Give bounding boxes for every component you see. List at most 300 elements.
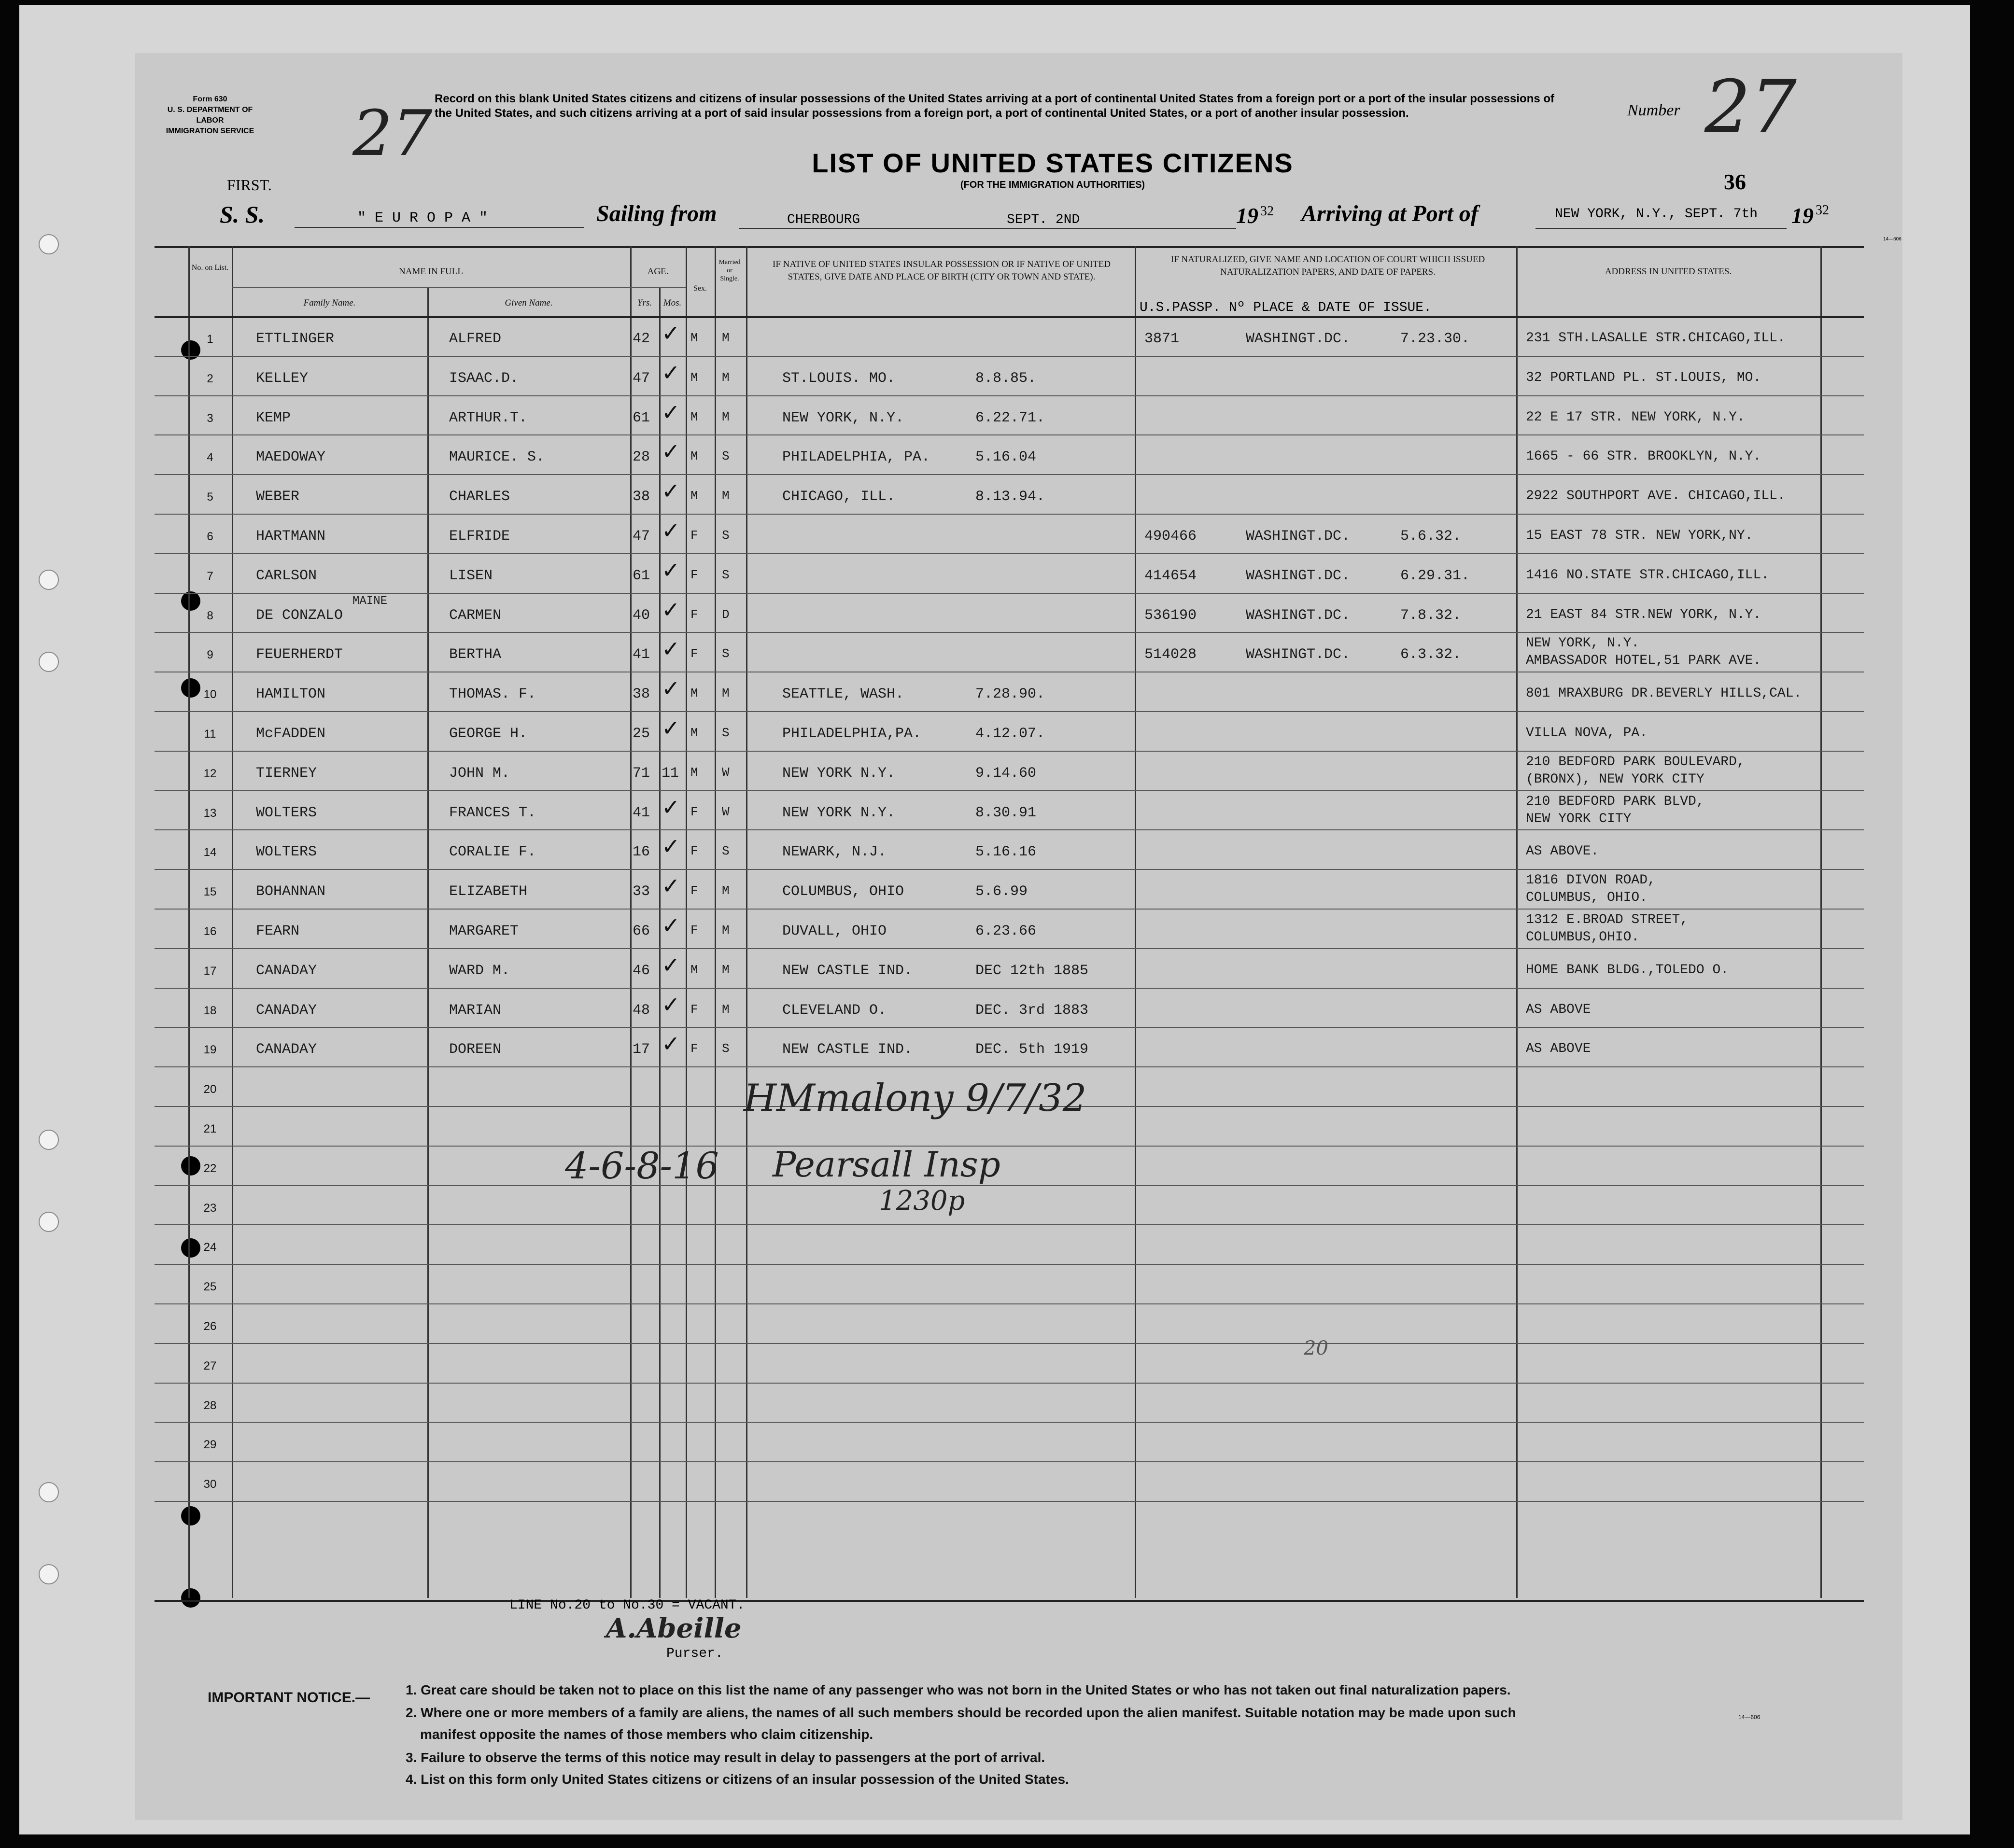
form-agency (162, 94, 258, 137)
binder-hole (39, 1212, 59, 1232)
age-months: 11 (662, 765, 679, 782)
family-name: ETTLINGER (256, 331, 335, 347)
marital-status: M (722, 686, 730, 701)
age-years: 41 (633, 804, 650, 821)
check-mark: ✓ (662, 399, 680, 425)
sailing-label: Sailing from (596, 201, 717, 226)
birth-place: NEW CASTLE IND. (782, 1041, 913, 1058)
manifest-form (135, 53, 1902, 1820)
address-line-2: COLUMBUS, OHIO. (1526, 890, 1648, 906)
passport-number: 514028 (1144, 646, 1197, 663)
passport-date: 7.23.30. (1400, 331, 1470, 347)
birth-date: 5.16.16 (975, 844, 1037, 861)
row-number: 30 (203, 1478, 217, 1491)
marital-status: M (722, 370, 730, 385)
form-number: Form 630 (193, 95, 227, 103)
marital-status: S (722, 528, 730, 543)
printer-code: 14—606 (1883, 237, 1901, 242)
sex: F (690, 607, 698, 622)
birth-place: CHICAGO, ILL. (782, 489, 896, 505)
header-married: Married or Single. (718, 259, 741, 282)
family-name: TIERNEY (256, 765, 317, 782)
row-number: 9 (207, 648, 213, 662)
family-name: WOLTERS (256, 804, 317, 821)
header-given-name: Given Name. (505, 298, 553, 308)
given-name: GEORGE H. (449, 726, 528, 742)
row-rule (155, 593, 1864, 594)
check-mark: ✓ (662, 873, 680, 899)
page-number: 36 (1724, 169, 1746, 194)
header-family-name: Family Name. (303, 298, 356, 308)
row-number: 10 (203, 688, 217, 701)
row-rule (155, 829, 1864, 830)
sex: F (690, 844, 698, 859)
col-divider (630, 246, 632, 1598)
address: AS ABOVE. (1526, 844, 1599, 859)
age-years: 71 (633, 765, 650, 782)
row-rule (155, 948, 1864, 949)
row-rule (155, 1303, 1864, 1304)
passport-number: 3871 (1144, 331, 1180, 347)
row-number: 16 (203, 925, 217, 938)
row-number: 28 (203, 1399, 217, 1412)
given-name: BERTHA (449, 646, 502, 663)
col-divider (188, 246, 190, 1598)
address: 21 EAST 84 STR.NEW YORK, N.Y. (1526, 607, 1761, 622)
given-name: FRANCES T. (449, 804, 536, 821)
passport-date: 6.3.32. (1400, 646, 1462, 663)
check-mark: ✓ (662, 675, 680, 702)
ship-underline (295, 227, 584, 228)
row-number: 23 (203, 1201, 217, 1215)
col-divider (232, 246, 233, 1598)
sex: F (690, 923, 698, 938)
birth-place: DUVALL, OHIO (782, 923, 887, 939)
marital-status: W (722, 765, 730, 780)
row-rule (155, 1343, 1864, 1344)
age-years: 16 (633, 844, 650, 861)
row-rule (155, 869, 1864, 870)
footer-code: 14—606 (1738, 1714, 1760, 1721)
given-name: MAURICE. S. (449, 449, 545, 466)
row-number: 26 (203, 1320, 217, 1333)
check-mark: ✓ (662, 715, 680, 741)
sailing-date: SEPT. 2ND (1007, 212, 1080, 227)
birth-date: 8.8.85. (975, 370, 1037, 387)
first-label: FIRST. (227, 176, 272, 194)
col-divider (427, 287, 429, 1598)
sex: F (690, 883, 698, 898)
header-address: ADDRESS IN UNITED STATES. (1605, 266, 1732, 277)
marital-status: M (722, 1002, 730, 1017)
birth-place: PHILADELPHIA, PA. (782, 449, 930, 466)
check-mark: ✓ (662, 596, 680, 623)
row-rule (155, 1066, 1864, 1067)
age-years: 41 (633, 646, 650, 663)
row-number: 27 (203, 1359, 217, 1372)
age-years: 61 (633, 409, 650, 426)
form-instruction: Record on this blank United States citizens and citizens of insular possessions of the United States arriving at a port of continental United States from a foreign port or a port of the insular possessions of the United States, and such citizens arriving at a port of said insular possessions from a foreign port, a port of continental United States, or a port of another insular possession. (435, 92, 1555, 120)
row-rule (155, 988, 1864, 989)
given-name: DOREEN (449, 1041, 502, 1058)
row-rule (155, 1224, 1864, 1225)
tally-note: 4-6-8-16 (565, 1144, 719, 1187)
marital-status: S (722, 567, 730, 582)
passport-number: 536190 (1144, 607, 1197, 624)
address-line-1: 210 BEDFORD PARK BLVD, (1526, 794, 1704, 809)
row-number: 19 (203, 1043, 217, 1057)
birth-date: 4.12.07. (975, 726, 1045, 742)
address: 2922 SOUTHPORT AVE. CHICAGO,ILL. (1526, 489, 1786, 504)
purser-label: Purser. (666, 1646, 723, 1661)
family-name: MAEDOWAY (256, 449, 326, 466)
marital-status: W (722, 804, 730, 819)
row-number: 13 (203, 806, 217, 820)
marital-status: S (722, 726, 730, 740)
sex: M (690, 331, 698, 345)
sex: M (690, 409, 698, 424)
sex: M (690, 962, 698, 977)
header-years: Yrs. (637, 298, 652, 308)
age-years: 40 (633, 607, 650, 624)
row-number: 25 (203, 1280, 217, 1294)
age-years: 48 (633, 1002, 650, 1019)
row-number: 22 (203, 1162, 217, 1175)
address-line-1: 1312 E.BROAD STREET, (1526, 912, 1689, 927)
col-divider (1135, 246, 1136, 1598)
arrival-year-prefix: 19 (1791, 203, 1814, 228)
address: 22 E 17 STR. NEW YORK, N.Y. (1526, 409, 1745, 425)
marital-status: D (722, 607, 730, 622)
header-sex: Sex. (693, 284, 707, 293)
col-divider (1516, 246, 1518, 1598)
row-rule (155, 1146, 1864, 1147)
passport-place: WASHINGT.DC. (1246, 528, 1351, 545)
row-rule (155, 1461, 1864, 1462)
marital-status: S (722, 449, 730, 464)
check-mark: ✓ (662, 320, 680, 346)
notice-2-cont: manifest opposite the names of those members who claim citizenship. (420, 1727, 873, 1742)
notice-1: 1. Great care should be taken not to place on this list the name of any passenger who was not born in the United States or who has not taken out final naturalization papers. (406, 1682, 1511, 1697)
passport-place: WASHINGT.DC. (1246, 331, 1351, 347)
family-name: WEBER (256, 489, 300, 505)
birth-place: NEW CASTLE IND. (782, 962, 913, 979)
given-name: ALFRED (449, 331, 502, 347)
row-rule (155, 1501, 1864, 1502)
check-mark: ✓ (662, 359, 680, 386)
col-divider (1820, 246, 1822, 1598)
row-rule (155, 711, 1864, 712)
col-divider (659, 287, 661, 1598)
sex: F (690, 1041, 698, 1056)
sex: F (690, 528, 698, 543)
col-divider (715, 246, 716, 1598)
check-mark: ✓ (662, 636, 680, 662)
birth-place: NEW YORK, N.Y. (782, 409, 904, 426)
stray-mark: 20 (1304, 1337, 1328, 1359)
check-mark: ✓ (662, 518, 680, 544)
given-name: ARTHUR.T. (449, 409, 528, 426)
sex: F (690, 804, 698, 819)
address: 32 PORTLAND PL. ST.LOUIS, MO. (1526, 370, 1761, 385)
sex: F (690, 1002, 698, 1017)
row-number: 17 (203, 964, 217, 978)
age-years: 38 (633, 489, 650, 505)
given-name: ISAAC.D. (449, 370, 519, 387)
birth-date: 9.14.60 (975, 765, 1037, 782)
age-years: 25 (633, 726, 650, 742)
arrival-port: NEW YORK, N.Y., SEPT. 7th (1555, 207, 1758, 222)
form-subtitle: (FOR THE IMMIGRATION AUTHORITIES) (960, 180, 1145, 190)
sex: M (690, 686, 698, 701)
family-name: WOLTERS (256, 844, 317, 861)
passport-place: WASHINGT.DC. (1246, 567, 1351, 584)
marital-status: S (722, 646, 730, 661)
row-number: 11 (204, 728, 216, 741)
birth-date: DEC 12th 1885 (975, 962, 1089, 979)
passport-place: WASHINGT.DC. (1246, 646, 1351, 663)
binder-hole (39, 1130, 59, 1150)
family-name: McFADDEN (256, 726, 326, 742)
header-birth: IF NATIVE OF UNITED STATES INSULAR POSSESSION OR IF NATIVE OF UNITED STATES, GIVE DATE AND PLACE OF BIRTH (CITY OR TOWN AND STATE). (773, 259, 1111, 282)
check-mark: ✓ (662, 557, 680, 583)
birth-place: NEW YORK N.Y. (782, 804, 896, 821)
family-name: CANADAY (256, 1002, 317, 1019)
given-name: JOHN M. (449, 765, 510, 782)
age-years: 47 (633, 528, 650, 545)
marital-status: M (722, 883, 730, 898)
family-name: DE CONZALO (256, 607, 343, 624)
col-divider (686, 246, 687, 1598)
family-name: CANADAY (256, 1041, 317, 1058)
check-mark: ✓ (662, 952, 680, 978)
header-name-in-full: NAME IN FULL (399, 266, 463, 277)
binder-hole (39, 1482, 59, 1502)
header-divider (232, 287, 686, 288)
inspector-note: Pearsall Insp (773, 1144, 1000, 1185)
age-years: 46 (633, 962, 650, 979)
given-name: MARGARET (449, 923, 519, 939)
row-rule (155, 1185, 1864, 1186)
marital-status: M (722, 923, 730, 938)
family-name: HAMILTON (256, 686, 326, 703)
passport-date: 7.8.32. (1400, 607, 1462, 624)
row-rule (155, 514, 1864, 515)
address: AS ABOVE (1526, 1041, 1591, 1057)
birth-place: SEATTLE, WASH. (782, 686, 904, 703)
arriving-label: Arriving at Port of (1301, 201, 1479, 226)
passport-date: 5.6.32. (1400, 528, 1462, 545)
given-name: MARIAN (449, 1002, 502, 1019)
row-rule (155, 790, 1864, 791)
purser-signature: A.Abeille (606, 1612, 742, 1644)
address-line-2: (BRONX), NEW YORK CITY (1526, 771, 1704, 787)
given-name: ELIZABETH (449, 883, 528, 900)
age-years: 42 (633, 331, 650, 347)
row-rule (155, 474, 1864, 475)
birth-place: NEWARK, N.J. (782, 844, 887, 861)
passport-place: WASHINGT.DC. (1246, 607, 1351, 624)
header-naturalized: IF NATURALIZED, GIVE NAME AND LOCATION OF COURT WHICH ISSUED NATURALIZATION PAPERS, AND DATE OF PAPERS. (1170, 254, 1485, 277)
age-years: 61 (633, 567, 650, 584)
given-name: CORALIE F. (449, 844, 536, 861)
vacant-line-note: LINE No.20 to No.30 = VACANT. (509, 1598, 745, 1613)
marital-status: M (722, 331, 730, 345)
row-rule (155, 356, 1864, 357)
row-rule (155, 553, 1864, 554)
row-number: 1 (207, 333, 213, 346)
age-years: 28 (633, 449, 650, 466)
address-line-1: 210 BEDFORD PARK BOULEVARD, (1526, 754, 1745, 770)
sex: M (690, 726, 698, 740)
passport-number: 414654 (1144, 567, 1197, 584)
inspector-signature: HMmalony 9/7/32 (744, 1077, 1087, 1120)
marital-status: M (722, 409, 730, 424)
marital-status: S (722, 844, 730, 859)
notice-3: 3. Failure to observe the terms of this notice may result in delay to passengers at the port of arrival. (406, 1750, 1045, 1765)
age-years: 33 (633, 883, 650, 900)
row-number: 18 (203, 1004, 217, 1017)
address-line-1: NEW YORK, N.Y. (1526, 636, 1640, 651)
number-label: Number (1627, 101, 1680, 119)
sailing-underline (739, 228, 1236, 229)
row-number: 24 (203, 1241, 217, 1254)
number-value: 27 (1704, 65, 1797, 149)
check-mark: ✓ (662, 478, 680, 504)
binder-hole (39, 652, 59, 672)
row-number: 4 (207, 451, 213, 464)
address: 15 EAST 78 STR. NEW YORK,NY. (1526, 528, 1753, 543)
ss-label: S. S. (220, 201, 265, 228)
row-rule (155, 1264, 1864, 1265)
row-rule (155, 1027, 1864, 1028)
handwritten-list-number: 27 (352, 97, 433, 170)
age-years: 66 (633, 923, 650, 939)
check-mark: ✓ (662, 438, 680, 465)
sex: M (690, 489, 698, 504)
passport-number: 490466 (1144, 528, 1197, 545)
check-mark: ✓ (662, 1031, 680, 1057)
row-number: 15 (203, 885, 217, 899)
address-line-1: 1816 DIVON ROAD, (1526, 873, 1656, 888)
address: VILLA NOVA, PA. (1526, 726, 1648, 741)
row-number: 14 (203, 846, 217, 859)
marital-status: M (722, 962, 730, 977)
birth-date: 8.13.94. (975, 489, 1045, 505)
address: 1665 - 66 STR. BROOKLYN, N.Y. (1526, 449, 1761, 464)
family-name: CARLSON (256, 567, 317, 584)
col-divider (746, 246, 747, 1598)
row-rule (155, 1383, 1864, 1384)
marital-status: S (722, 1041, 730, 1056)
birth-place: CLEVELAND O. (782, 1002, 887, 1019)
service: IMMIGRATION SERVICE (166, 127, 254, 135)
check-mark: ✓ (662, 794, 680, 820)
department: U. S. DEPARTMENT OF LABOR (167, 106, 253, 125)
address: AS ABOVE (1526, 1002, 1591, 1017)
row-rule (155, 751, 1864, 752)
address-line-2: COLUMBUS,OHIO. (1526, 930, 1640, 945)
check-mark: ✓ (662, 912, 680, 938)
family-name: KELLEY (256, 370, 309, 387)
row-rule (155, 909, 1864, 910)
passport-date: 6.29.31. (1400, 567, 1470, 584)
header-bottom-rule (155, 316, 1864, 318)
age-years: 17 (633, 1041, 650, 1058)
arrival-underline (1535, 228, 1787, 229)
address: HOME BANK BLDG.,TOLEDO O. (1526, 962, 1729, 978)
row-number: 20 (203, 1083, 217, 1096)
given-name: LISEN (449, 567, 493, 584)
notice-title: IMPORTANT NOTICE.— (208, 1690, 370, 1706)
sex: M (690, 370, 698, 385)
row-number: 8 (207, 609, 213, 622)
sex: M (690, 449, 698, 464)
time-note: 1230p (879, 1185, 965, 1217)
notice-4: 4. List on this form only United States citizens or citizens of an insular possession of the United States. (406, 1772, 1069, 1787)
row-number: 6 (207, 530, 213, 543)
binder-hole (39, 570, 59, 590)
sailing-port: CHERBOURG (787, 212, 860, 227)
family-name: HARTMANN (256, 528, 326, 545)
family-name-note: MAINE (352, 594, 388, 608)
row-number: 21 (203, 1122, 217, 1135)
marital-status: M (722, 489, 730, 504)
given-name: CHARLES (449, 489, 510, 505)
header-months: Mos. (663, 298, 682, 308)
sex: M (690, 765, 698, 780)
sailing-year: 32 (1260, 204, 1274, 219)
birth-date: 5.6.99 (975, 883, 1028, 900)
check-mark: ✓ (662, 833, 680, 860)
birth-place: ST.LOUIS. MO. (782, 370, 896, 387)
family-name: KEMP (256, 409, 291, 426)
row-number: 29 (203, 1438, 217, 1452)
row-rule (155, 434, 1864, 435)
address-line-2: AMBASSADOR HOTEL,51 PARK AVE. (1526, 653, 1761, 669)
age-years: 38 (633, 686, 650, 703)
birth-date: 6.22.71. (975, 409, 1045, 426)
address-line-2: NEW YORK CITY (1526, 811, 1632, 826)
row-rule (155, 395, 1864, 396)
given-name: THOMAS. F. (449, 686, 536, 703)
given-name: ELFRIDE (449, 528, 510, 545)
address: 1416 NO.STATE STR.CHICAGO,ILL. (1526, 567, 1770, 583)
birth-date: 6.23.66 (975, 923, 1037, 939)
birth-date: 5.16.04 (975, 449, 1037, 466)
family-name: BOHANNAN (256, 883, 326, 900)
given-name: WARD M. (449, 962, 510, 979)
family-name: FEUERHERDT (256, 646, 343, 663)
arrival-year: 32 (1816, 203, 1829, 218)
header-passport: U.S.PASSP. Nº PLACE & DATE OF ISSUE. (1140, 300, 1432, 315)
row-number: 12 (203, 767, 217, 780)
family-name: CANADAY (256, 962, 317, 979)
row-number: 2 (207, 372, 213, 385)
row-number: 3 (207, 411, 213, 425)
birth-date: DEC. 5th 1919 (975, 1041, 1089, 1058)
header-no: No. on List. (191, 264, 229, 272)
form-title: LIST OF UNITED STATES CITIZENS (812, 148, 1294, 178)
row-number: 5 (207, 490, 213, 504)
row-number: 7 (207, 569, 213, 583)
birth-place: NEW YORK N.Y. (782, 765, 896, 782)
birth-place: COLUMBUS, OHIO (782, 883, 904, 900)
birth-date: 7.28.90. (975, 686, 1045, 703)
check-mark: ✓ (662, 991, 680, 1018)
notice-2: 2. Where one or more members of a family are aliens, the names of all such members should be recorded upon the alien manifest. Suitable notation may be made upon such (406, 1705, 1516, 1720)
row-rule (155, 632, 1864, 633)
